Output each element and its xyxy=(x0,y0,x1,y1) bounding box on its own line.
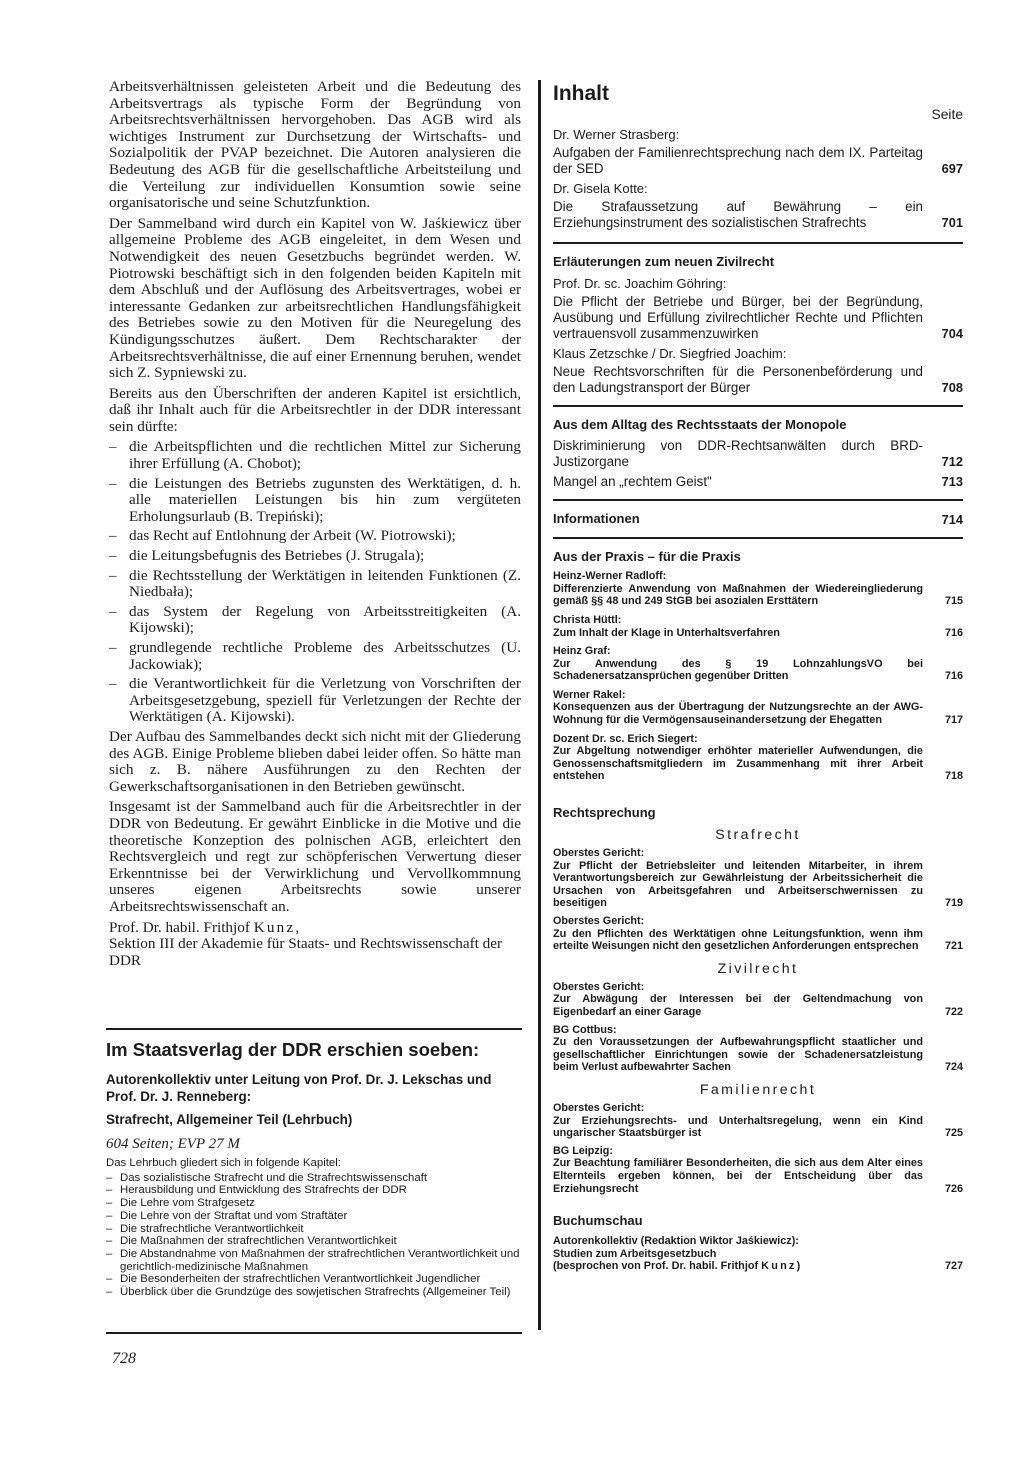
toc-author: Heinz-Werner Radloff: xyxy=(553,570,667,583)
review-paragraph-1: Arbeitsverhältnissen geleisteten Arbeit und die Bedeutung des Arbeitsvertrags als typische Form der Begründung von Arbeitsrechtsverhältnissen hervorgehoben. Das AGB wird als wichtiges Instrument zur Durchsetzung der Wirtschafts- und Sozialpolitik der PVAP bezeichnet. Die Autoren analysieren die Bedeutung des AGB für die gesellschaftliche Arbeitsteilung und die Verteilung zur individuellen Konsumtion sowie seine organisatorische und seine Schutzfunktion. xyxy=(109,78,521,212)
toc-entry[interactable]: Zu den Voraussetzungen der Aufbewahrungspflicht staatlicher und gesellschaftlicher Einrichtungen sowie der Schadenersatzleistung beim Verlust aufbewahrter Sachen 724 xyxy=(553,1036,963,1074)
toc-author: Christa Hüttl: xyxy=(553,613,622,626)
toc-entry[interactable]: Zur Abwägung der Interessen bei der Geltendmachung von Eigenbedarf an einer Garage 722 xyxy=(553,993,963,1018)
toc-page-ref: 721 xyxy=(944,940,963,953)
toc-entry[interactable]: Zu den Pflichten des Werktätigen ohne Leitungsfunktion, wenn ihm erteilte Weisungen nicht den gesetzlichen Anforderungen entsprechen 721 xyxy=(553,927,963,953)
ad-top-rule xyxy=(106,1028,522,1030)
toc-entry[interactable]: Zur Erziehungsrechts- und Unterhaltsregelung, wenn ein Kind ungarischer Staatsbürger ist 725 xyxy=(553,1114,963,1140)
toc-page-ref: 716 xyxy=(944,626,963,639)
list-item: – die Arbeitspflichten und die rechtlichen Mittel zur Sicherung ihrer Erfüllung (A. Chobot); xyxy=(109,439,521,472)
list-item: – Herausbildung und Entwicklung des Strafrechts der DDR xyxy=(106,1184,522,1197)
section-rule xyxy=(553,405,963,407)
toc-entry[interactable] xyxy=(553,511,963,527)
table-of-contents xyxy=(553,82,963,1273)
toc-page-ref: 708 xyxy=(941,379,963,395)
toc-entry[interactable]: Zur Beachtung familiärer Besonderheiten, die sich aus dem Alter eines Elternteils ergeben können, bei der Entscheidung über das Erziehungsrecht 726 xyxy=(553,1157,963,1195)
toc-page-ref: 726 xyxy=(944,1182,963,1195)
toc-court: Oberstes Gericht: xyxy=(553,915,645,927)
toc-page-ref: 722 xyxy=(944,1005,963,1018)
toc-court: Oberstes Gericht: xyxy=(553,847,645,860)
toc-entry[interactable]: Zum Inhalt der Klage in Unterhaltsverfahren 716 xyxy=(553,626,963,639)
ad-intro: Das Lehrbuch gliedert sich in folgende Kapitel: xyxy=(106,1157,341,1169)
toc-page-ref: 717 xyxy=(944,714,963,727)
toc-page-ref: 704 xyxy=(941,325,963,341)
list-item: – Die Lehre von der Straftat und vom Straftäter xyxy=(106,1210,522,1223)
toc-author: Werner Rakel: xyxy=(553,688,626,701)
list-item: – Die strafrechtliche Verantwortlichkeit xyxy=(106,1223,522,1236)
section-rule xyxy=(553,242,963,244)
toc-author: Dr. Werner Strasberg: xyxy=(553,127,680,142)
toc-entry[interactable]: Mangel an „rechtem Geist" 713 xyxy=(553,473,963,489)
list-item: – Die Lehre vom Strafgesetz xyxy=(106,1197,522,1210)
toc-court: BG Leipzig: xyxy=(553,1144,613,1157)
toc-entry[interactable]: Differenzierte Anwendung von Maßnahmen der Wiedereingliederung gemäß §§ 48 und 249 StGB bei asozialen Ersttätern 715 xyxy=(553,582,963,608)
section-heading: Erläuterungen zum neuen Zivilrecht xyxy=(553,254,775,270)
toc-author: Dozent Dr. sc. Erich Siegert: xyxy=(553,732,698,745)
review-paragraph-5: Insgesamt ist der Sammelband auch für die Arbeitsrechtler in der DDR von Bedeutung. Er gewährt Einblicke in die Motive und die theoretische Konzeption des polnischen AGB, erleichtert den Rechtsvergleich und regt zur schöpferischen Verwertung dieser Erkenntnisse bei der Verwirklichung und Vervollkommnung unseres eigenen Arbeitsrechts sowie unserer Arbeitsrechtswissenschaft an. xyxy=(109,798,521,915)
toc-page-ref: 714 xyxy=(941,511,963,527)
ad-book-title: Strafrecht, Allgemeiner Teil (Lehrbuch) xyxy=(106,1112,353,1127)
section-rule xyxy=(553,537,963,539)
section-heading: Informationen xyxy=(553,511,640,527)
toc-page-ref: 713 xyxy=(941,473,963,489)
page-number: 728 xyxy=(112,1350,136,1367)
list-item: – Überblick über die Grundzüge des sowjetischen Strafrechts (Allgemeiner Teil) xyxy=(106,1286,522,1299)
ad-price: 604 Seiten; EVP 27 M xyxy=(106,1136,240,1152)
reviewer-name: Kunz xyxy=(761,1260,797,1273)
section-heading: Aus dem Alltag des Rechtsstaats der Monopole xyxy=(553,417,847,433)
review-signature: Prof. Dr. habil. Frithjof Kunz, xyxy=(109,918,300,936)
toc-author: Klaus Zetzschke / Dr. Siegfried Joachim: xyxy=(553,346,787,362)
list-item: – die Leitungsbefugnis des Betriebes (J. Strugala); xyxy=(109,548,521,565)
toc-page-ref: 727 xyxy=(944,1260,963,1273)
toc-page-ref: 701 xyxy=(941,214,963,230)
toc-author: Prof. Dr. sc. Joachim Göhring: xyxy=(553,276,727,292)
list-item: – Das sozialistische Strafrecht und die Strafrechtswissenschaft xyxy=(106,1172,522,1185)
toc-page-ref: 725 xyxy=(944,1127,963,1140)
list-item: – die Leistungen des Betriebs zugunsten des Werktätigen, d. h. alle materiellen Leistungen bis hin zum vergüteten Erholungsurlaub (B. Trepiński); xyxy=(109,476,521,526)
list-item: – das System der Regelung von Arbeitsstreitigkeiten (A. Kijowski); xyxy=(109,604,521,637)
subsection-heading: Strafrecht xyxy=(715,827,801,844)
list-item: – grundlegende rechtliche Probleme des Arbeitsschutzes (U. Jackowiak); xyxy=(109,640,521,673)
list-item: – das Recht auf Entlohnung der Arbeit (W. Piotrowski); xyxy=(109,528,521,545)
toc-entry[interactable]: Zur Pflicht der Betriebsleiter und leitenden Mitarbeiter, in ihrem Verantwortungsbereich zur Gewährleistung der Arbeitssicherheit die Ursachen von Arbeitsgefahren und Arbeitserschwernissen zu beseitigen 719 xyxy=(553,859,963,910)
section-heading: Aus der Praxis – für die Praxis xyxy=(553,549,741,565)
toc-entry[interactable]: Die Pflicht der Betriebe und Bürger, bei der Begründung, Ausübung und Erfüllung zivilrechtlicher Rechte und Pflichten vertrauensvoll zusammenzuwirken 704 xyxy=(553,294,963,341)
ad-heading: Im Staatsverlag der DDR erschien soeben: xyxy=(106,1039,480,1060)
review-paragraph-2: Der Sammelband wird durch ein Kapitel von W. Jaśkiewicz über allgemeine Probleme des AGB eingeleitet, in dem Wesen und Notwendigkeit des neuen Gesetzbuchs begründet werden. W. Piotrowski beschäftigt sich in den folgenden beiden Kapiteln mit dem Abschluß und der Auflösung des Arbeitsvertrages, wobei er interessante Gedanken zur arbeitsrechtlichen Handlungsfähigkeit des Betriebes sowie zu den Motiven für die Neuregelung des Kündigungsschutzes äußert. Dem Rechtscharakter der Arbeitsrechtsverhältnisse, die auf einer Ernennung beruhen, wendet sich Z. Sypniewski zu. xyxy=(109,214,521,382)
section-heading: Buchumschau xyxy=(553,1213,643,1229)
section-rule xyxy=(553,499,963,501)
toc-page-ref: 719 xyxy=(944,897,963,910)
ad-chapter-list xyxy=(106,1172,522,1299)
toc-entry[interactable]: Diskriminierung von DDR-Rechtsanwälten durch BRD-Justizorgane 712 xyxy=(553,438,963,469)
toc-court: Oberstes Gericht: xyxy=(553,980,645,993)
toc-entry[interactable]: Zur Anwendung des § 19 LohnzahlungsVO bei Schadenersatzansprüchen gegenüber Dritten 716 xyxy=(553,657,963,683)
toc-author: Heinz Graf: xyxy=(553,645,611,658)
toc-entry[interactable]: Die Strafaussetzung auf Bewährung – ein Erziehungsinstrument des sozialistischen Strafrechts 701 xyxy=(553,199,963,230)
section-heading: Rechtsprechung xyxy=(553,805,656,821)
toc-entry[interactable]: (besprochen von Prof. Dr. habil. Frithjof Kunz) 727 xyxy=(553,1260,963,1273)
column-divider xyxy=(538,80,541,1330)
toc-court: BG Cottbus: xyxy=(553,1023,617,1036)
toc-author: Dr. Gisela Kotte: xyxy=(553,181,648,197)
publisher-ad xyxy=(106,1039,522,1299)
review-column xyxy=(109,79,521,969)
toc-entry[interactable]: Aufgaben der Familienrechtsprechung nach dem IX. Parteitag der SED 697 xyxy=(553,145,963,176)
toc-page-column-label: Seite xyxy=(931,107,963,122)
toc-entry[interactable]: Neue Rechtsvorschriften für die Personenbeförderung und den Ladungstransport der Bürger 708 xyxy=(553,364,963,395)
toc-page-ref: 715 xyxy=(944,595,963,608)
list-item: – Die Maßnahmen der strafrechtlichen Verantwortlichkeit xyxy=(106,1235,522,1248)
subsection-heading: Familienrecht xyxy=(699,1081,817,1098)
toc-page-ref: 712 xyxy=(941,453,963,469)
subsection-heading: Zivilrecht xyxy=(717,960,799,977)
toc-page-ref: 724 xyxy=(944,1061,963,1074)
toc-entry[interactable]: Zur Abgeltung notwendiger erhöhter materieller Aufwendungen, die Genossenschaftsmitgliedern im Zusammenhang mit ihrer Arbeit entstehen 718 xyxy=(553,745,963,783)
toc-court: Oberstes Gericht: xyxy=(553,1101,645,1114)
ad-bottom-rule xyxy=(106,1332,522,1334)
toc-page-ref: 697 xyxy=(941,160,963,176)
review-paragraph-3: Bereits aus den Überschriften der anderen Kapitel ist ersichtlich, daß ihr Inhalt auch für die Arbeitsrechtler in der DDR interessant sein dürfte: xyxy=(109,384,521,435)
toc-page-ref: 718 xyxy=(944,770,963,783)
toc-title: Inhalt xyxy=(553,82,609,105)
list-item: – Die Abstandnahme von Maßnahmen der strafrechtlichen Verantwortlichkeit und gerichtlich-medizinische Maßnahmen xyxy=(106,1248,522,1273)
review-paragraph-4: Der Aufbau des Sammelbandes deckt sich nicht mit der Gliederung des AGB. Einige Probleme blieben dabei leider offen. So hätte man sich z. B. nähere Ausführungen zu den Rechten der Gewerkschaftsorganisationen in den Betrieben gewünscht. xyxy=(109,727,521,795)
list-item: – Die Besonderheiten der strafrechtlichen Verantwortlichkeit Jugendlicher xyxy=(106,1273,522,1286)
list-item: – die Verantwortlichkeit für die Verletzung von Vorschriften der Arbeitsgesetzgebung, speziell für Verletzungen der Rechte der Werktätigen (A. Kijowski). xyxy=(109,676,521,726)
review-affiliation: Sektion III der Akademie für Staats- und Rechtswissenschaft der DDR xyxy=(109,935,503,969)
toc-entry[interactable]: Konsequenzen aus der Übertragung der Nutzungsrechte an der AWG-Wohnung für die Vermögensauseinandersetzung der Ehegatten 717 xyxy=(553,701,963,727)
list-item: – die Rechtsstellung der Werktätigen in leitenden Funktionen (Z. Niedbała); xyxy=(109,568,521,601)
toc-page-ref: 716 xyxy=(944,670,963,683)
toc-book-title: Studien zum Arbeitsgesetzbuch xyxy=(553,1247,717,1260)
chapter-list xyxy=(109,439,521,726)
signature-name: Kunz xyxy=(253,918,296,936)
toc-author: Autorenkollektiv (Redaktion Wiktor Jaśkiewicz): xyxy=(553,1235,799,1248)
ad-authors: Autorenkollektiv unter Leitung von Prof. Dr. J. Lekschas und Prof. Dr. J. Renneberg: xyxy=(106,1072,492,1104)
